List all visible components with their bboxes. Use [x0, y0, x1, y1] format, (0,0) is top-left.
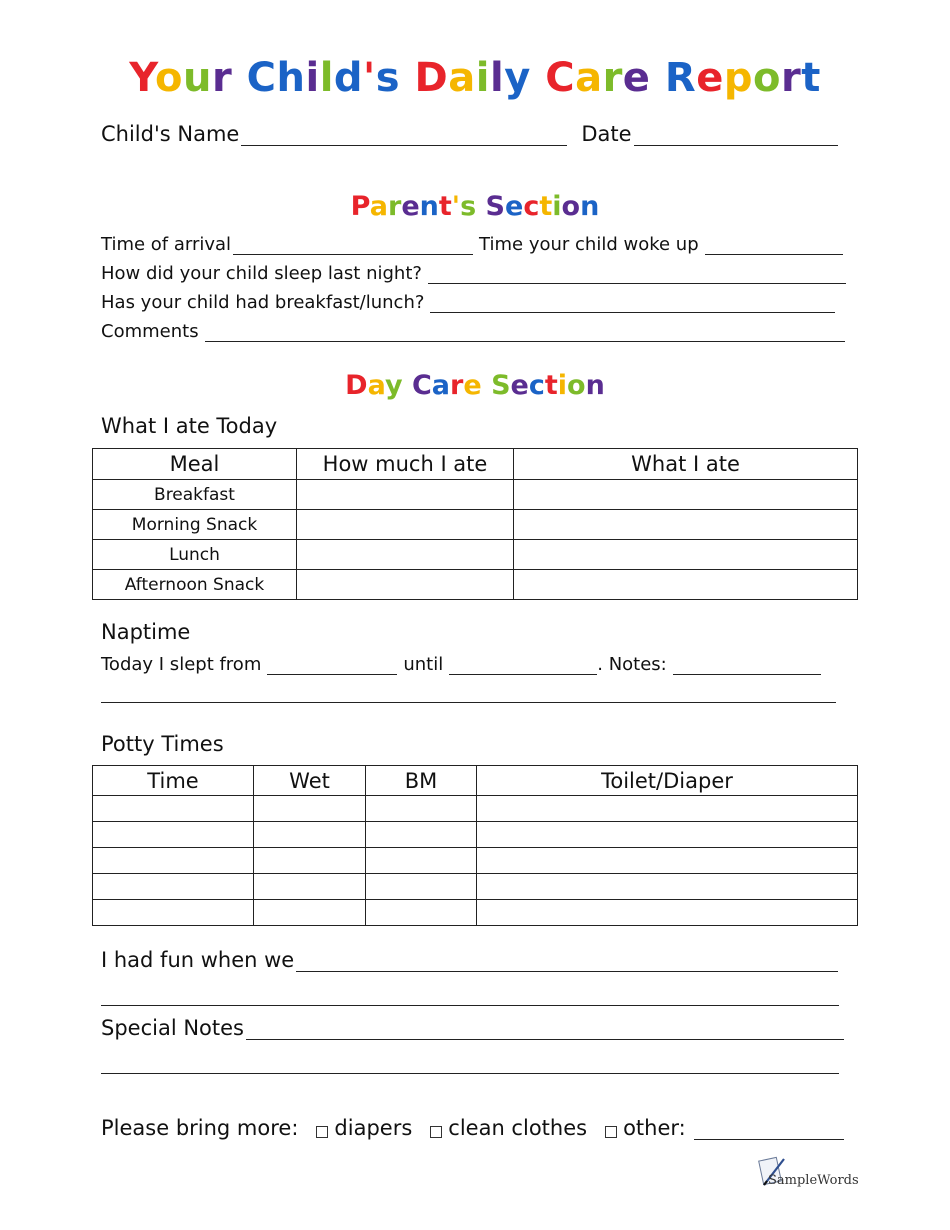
table-row — [93, 796, 858, 822]
parents-title-letter: S — [485, 191, 505, 222]
title-letter: D — [414, 55, 449, 101]
title-letter: C — [545, 55, 576, 101]
header-row — [101, 122, 838, 146]
special-row — [101, 1016, 844, 1040]
title-letter: C — [246, 55, 277, 101]
toilet-diaper-cell[interactable] — [477, 796, 858, 822]
wet-cell[interactable] — [254, 874, 366, 900]
time-cell[interactable] — [93, 874, 254, 900]
daycare-title-letter: n — [585, 370, 605, 401]
what-cell[interactable] — [514, 480, 858, 510]
time-cell[interactable] — [93, 848, 254, 874]
what-i-ate-header: What I ate — [514, 449, 858, 480]
title-letter: o — [154, 55, 183, 101]
what-i-ate-heading: What I ate Today — [101, 414, 278, 438]
other-field[interactable] — [694, 1121, 844, 1140]
daycare-title-letter: e — [463, 370, 482, 401]
how-much-cell[interactable] — [297, 510, 514, 540]
other-label: other: — [623, 1116, 686, 1140]
nap-until-label: until — [403, 654, 444, 675]
table-row — [93, 848, 858, 874]
parents-title-letter: e — [401, 191, 420, 222]
title-letter — [650, 55, 664, 101]
daycare-title-letter: e — [510, 370, 529, 401]
title-letter — [232, 55, 246, 101]
parents-title-letter: t — [438, 191, 452, 222]
title-letter: p — [723, 55, 753, 101]
time-cell[interactable] — [93, 900, 254, 926]
meal-name: Breakfast — [93, 480, 297, 510]
daycare-title-letter: y — [384, 370, 403, 401]
parents-title-letter: r — [387, 191, 402, 222]
how-much-header: How much I ate — [297, 449, 514, 480]
time-header: Time — [93, 766, 254, 796]
arrival-field[interactable] — [233, 236, 473, 255]
table-row — [93, 510, 858, 540]
parents-title-letter: a — [369, 191, 388, 222]
daycare-title-letter: S — [491, 370, 511, 401]
daycare-title-letter — [482, 370, 491, 401]
parents-title-letter: n — [580, 191, 600, 222]
fun-line[interactable] — [101, 1005, 839, 1006]
bm-cell[interactable] — [366, 900, 477, 926]
clean-clothes-checkbox[interactable] — [430, 1126, 442, 1138]
breakfast-row — [101, 292, 835, 313]
logo-text: SampleWords — [768, 1173, 859, 1188]
title-letter: l — [489, 55, 505, 101]
wet-cell[interactable] — [254, 900, 366, 926]
parents-title-letter: c — [523, 191, 540, 222]
breakfast-label: Has your child had breakfast/lunch? — [101, 292, 425, 313]
comments-field[interactable] — [205, 323, 845, 342]
nap-notes-line[interactable] — [101, 702, 836, 703]
what-cell[interactable] — [514, 570, 858, 600]
meal-table — [92, 448, 858, 600]
other-checkbox[interactable] — [605, 1126, 617, 1138]
diapers-label: diapers — [334, 1116, 413, 1140]
fun-label: I had fun when we — [101, 948, 295, 972]
parents-section-title — [0, 191, 950, 222]
childs-name-label: Child's Name — [101, 122, 240, 146]
title-letter: a — [448, 55, 476, 101]
title-letter: r — [780, 55, 802, 101]
table-row — [93, 874, 858, 900]
meal-name: Lunch — [93, 540, 297, 570]
fun-field[interactable] — [296, 953, 838, 972]
bring-label: Please bring more: — [101, 1116, 299, 1140]
bm-header: BM — [366, 766, 477, 796]
bm-cell[interactable] — [366, 796, 477, 822]
daycare-title-letter: a — [367, 370, 385, 401]
childs-name-field[interactable] — [241, 127, 567, 146]
parents-title-letter: P — [350, 191, 370, 222]
sleep-row — [101, 263, 846, 284]
parents-title-letter: t — [539, 191, 553, 222]
title-letter: h — [276, 55, 306, 101]
title-letter: d — [333, 55, 364, 101]
how-much-cell[interactable] — [297, 570, 514, 600]
comments-row — [101, 321, 845, 342]
bm-cell[interactable] — [366, 874, 477, 900]
daycare-title-letter: i — [557, 370, 568, 401]
daycare-title-letter: o — [567, 370, 586, 401]
arrival-row — [101, 234, 843, 255]
toilet-diaper-cell[interactable] — [477, 874, 858, 900]
wet-cell[interactable] — [254, 796, 366, 822]
table-row — [93, 480, 858, 510]
nap-until-field[interactable] — [449, 656, 597, 675]
daycare-title-letter: c — [528, 370, 545, 401]
special-field[interactable] — [246, 1021, 844, 1040]
parents-title-letter: n — [419, 191, 439, 222]
daycare-title-letter — [403, 370, 412, 401]
time-cell[interactable] — [93, 822, 254, 848]
parents-title-letter: ' — [451, 191, 461, 222]
title-letter — [400, 55, 414, 101]
title-letter: a — [575, 55, 603, 101]
daycare-title-letter: D — [345, 370, 368, 401]
arrival-label: Time of arrival — [101, 234, 232, 255]
title-letter: l — [319, 55, 334, 101]
diapers-checkbox[interactable] — [316, 1126, 328, 1138]
bring-row — [101, 1116, 844, 1140]
potty-heading: Potty Times — [101, 732, 224, 756]
title-letter — [531, 55, 545, 101]
toilet-diaper-header: Toilet/Diaper — [477, 766, 858, 796]
title-letter: R — [664, 55, 697, 101]
toilet-diaper-cell[interactable] — [477, 822, 858, 848]
table-row — [93, 900, 858, 926]
meal-name: Morning Snack — [93, 510, 297, 540]
what-cell[interactable] — [514, 540, 858, 570]
title-letter: y — [504, 55, 531, 101]
wet-cell[interactable] — [254, 822, 366, 848]
comments-label: Comments — [101, 321, 199, 342]
toilet-diaper-cell[interactable] — [477, 900, 858, 926]
title-letter: e — [696, 55, 724, 101]
table-row — [93, 540, 858, 570]
meal-name: Afternoon Snack — [93, 570, 297, 600]
bm-cell[interactable] — [366, 848, 477, 874]
parents-title-letter — [476, 191, 485, 222]
daycare-title-letter: a — [431, 370, 451, 401]
potty-table — [92, 765, 858, 926]
special-label: Special Notes — [101, 1016, 244, 1040]
title-letter: r — [211, 55, 233, 101]
nap-from-field[interactable] — [267, 656, 397, 675]
time-cell[interactable] — [93, 796, 254, 822]
title-letter: u — [182, 55, 212, 101]
naptime-heading: Naptime — [101, 620, 191, 644]
parents-title-letter: i — [552, 191, 562, 222]
daycare-title-letter: C — [411, 370, 432, 401]
bm-cell[interactable] — [366, 822, 477, 848]
title-letter: s — [375, 55, 401, 101]
title-letter: ' — [363, 55, 376, 101]
wet-header: Wet — [254, 766, 366, 796]
samplewords-logo — [758, 1155, 859, 1195]
nap-from-label: Today I slept from — [101, 654, 262, 675]
table-row — [93, 822, 858, 848]
title-letter: t — [801, 55, 821, 101]
woke-label: Time your child woke up — [479, 234, 699, 255]
title-letter: e — [622, 55, 651, 101]
table-row — [93, 570, 858, 600]
special-line[interactable] — [101, 1073, 839, 1074]
parents-title-letter: o — [561, 191, 581, 222]
nap-row — [101, 654, 821, 675]
how-much-cell[interactable] — [297, 540, 514, 570]
meal-header: Meal — [93, 449, 297, 480]
nap-notes-field[interactable] — [673, 656, 821, 675]
fun-row — [101, 948, 838, 972]
title-letter: r — [602, 55, 623, 101]
daycare-title-letter: t — [544, 370, 558, 401]
title-letter: o — [752, 55, 781, 101]
sleep-label: How did your child sleep last night? — [101, 263, 422, 284]
daycare-section-title — [0, 370, 950, 401]
title-letter: i — [305, 55, 320, 101]
daycare-title-letter: r — [450, 370, 464, 401]
parents-title-letter: s — [460, 191, 477, 222]
page-title — [0, 55, 950, 101]
sleep-field[interactable] — [428, 265, 846, 284]
date-field[interactable] — [634, 127, 838, 146]
toilet-diaper-cell[interactable] — [477, 848, 858, 874]
title-letter: Y — [129, 55, 155, 101]
clean-clothes-label: clean clothes — [448, 1116, 588, 1140]
parents-title-letter: e — [505, 191, 524, 222]
how-much-cell[interactable] — [297, 480, 514, 510]
wet-cell[interactable] — [254, 848, 366, 874]
date-label: Date — [581, 122, 632, 146]
breakfast-field[interactable] — [430, 294, 835, 313]
woke-field[interactable] — [705, 236, 843, 255]
title-letter: i — [475, 55, 490, 101]
what-cell[interactable] — [514, 510, 858, 540]
nap-notes-label: . Notes: — [597, 654, 667, 675]
